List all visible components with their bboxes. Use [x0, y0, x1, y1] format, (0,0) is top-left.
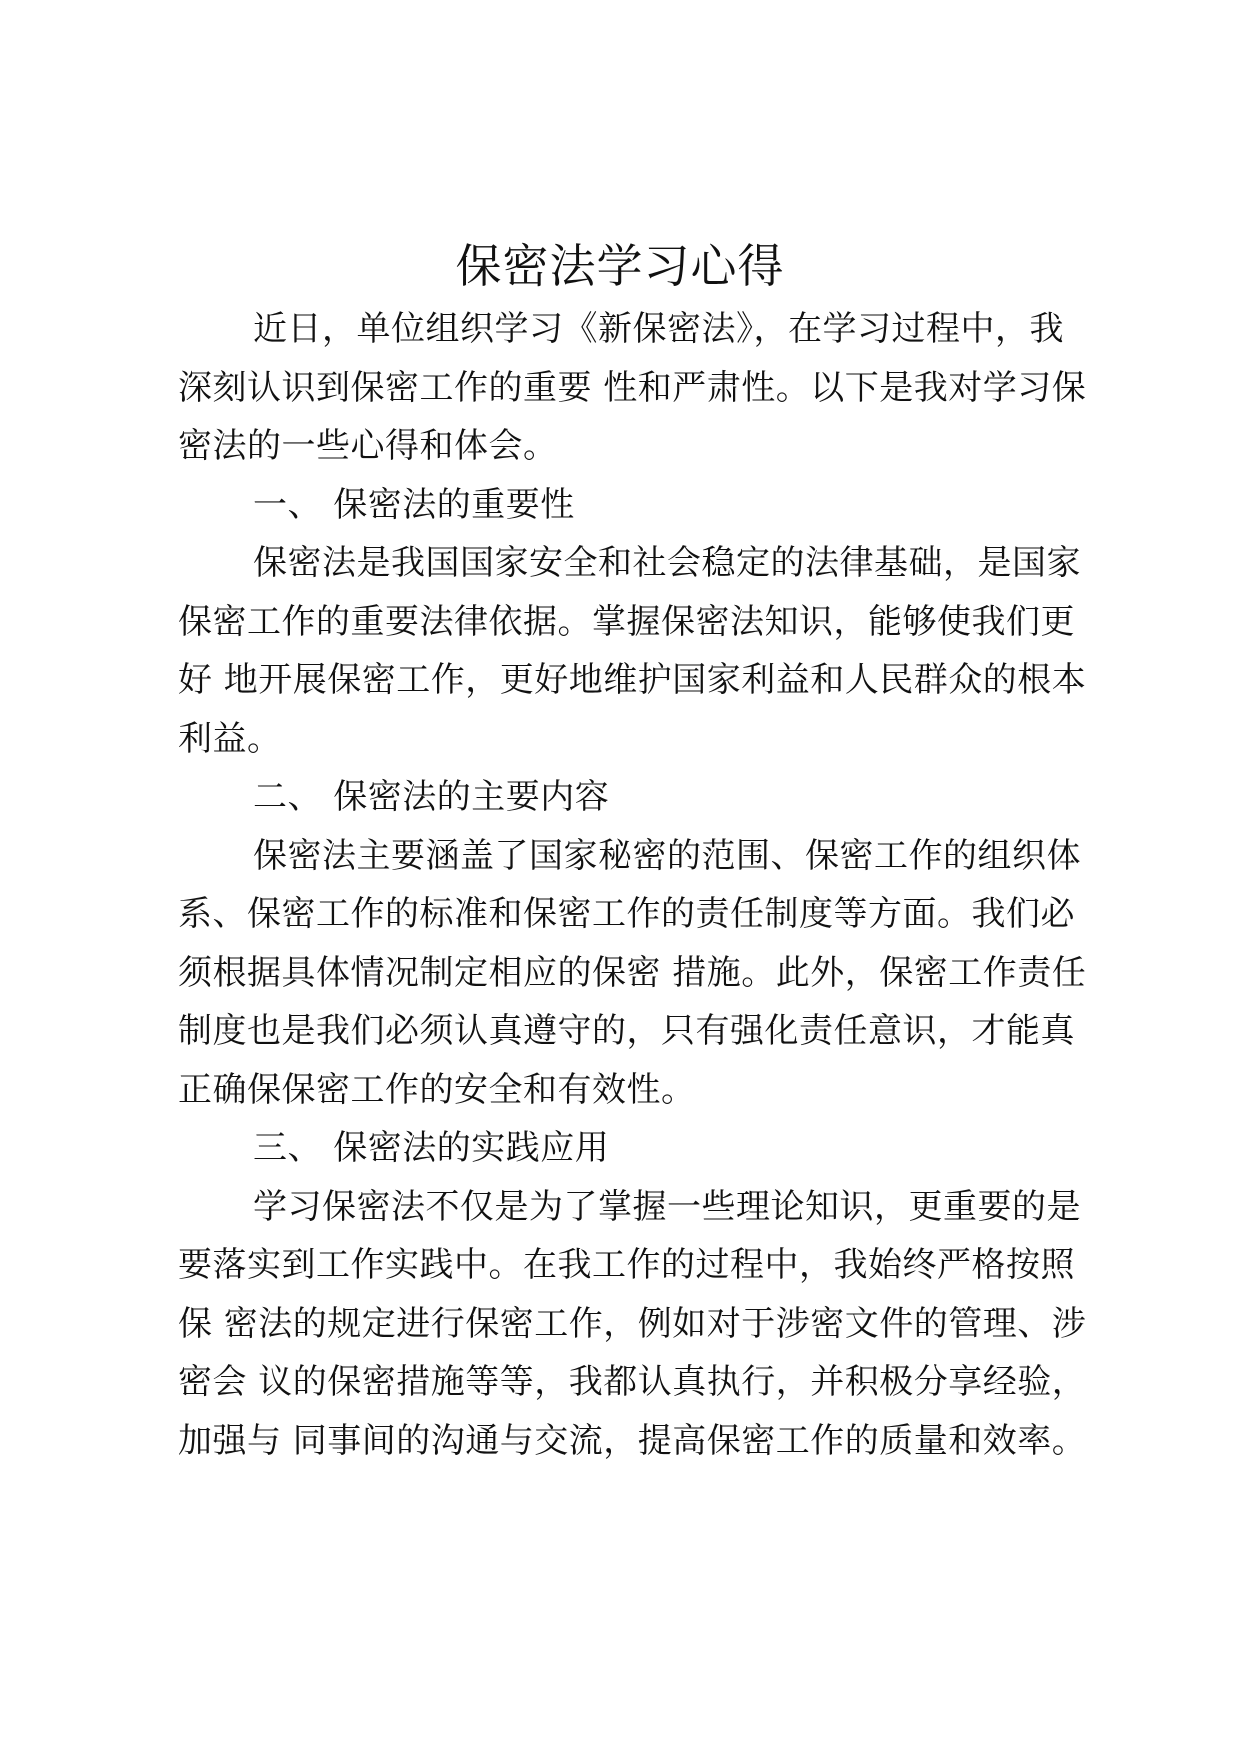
paragraph-line: 好 地开展保密工作，更好地维护国家利益和人民群众的根本	[178, 660, 1087, 700]
paragraph-line: 加强与 同事间的沟通与交流，提高保密工作的质量和效率。	[178, 1420, 1087, 1461]
paragraph-line: 须根据具体情况制定相应的保密 措施。此外，保密工作责任	[178, 952, 1087, 993]
section-heading: 三、 保密法的实践应用	[253, 1128, 610, 1168]
paragraph-line: 正确保保密工作的安全和有效性。	[178, 1069, 696, 1110]
paragraph-line: 近日，单位组织学习《新保密法》，在学习过程中，我	[253, 309, 1064, 349]
paragraph-line: 要落实到工作实践中。在我工作的过程中，我始终严格按照	[178, 1245, 1075, 1285]
document-title: 保密法学习心得	[455, 239, 785, 293]
paragraph-line: 学习保密法不仅是为了掌握一些理论知识，更重要的是	[253, 1186, 1081, 1227]
paragraph-line: 保 密法的规定进行保密工作，例如对于涉密文件的管理、涉	[178, 1303, 1087, 1344]
paragraph-line: 密法的一些心得和体会。	[178, 426, 558, 466]
paragraph-line: 保密法主要涵盖了国家秘密的范围、保密工作的组织体	[253, 835, 1081, 876]
paragraph-line: 保密工作的重要法律依据。掌握保密法知识，能够使我们更	[178, 601, 1075, 642]
paragraph-line: 利益。	[178, 718, 282, 759]
document-body	[178, 300, 1087, 1470]
paragraph-line: 系、保密工作的标准和保密工作的责任制度等方面。我们必	[178, 894, 1075, 934]
section-heading: 二、 保密法的主要内容	[253, 777, 610, 817]
paragraph-line: 密会 议的保密措施等等，我都认真执行，并积极分享经验，	[178, 1362, 1087, 1402]
paragraph-line: 深刻认识到保密工作的重要 性和严肃性。以下是我对学习保	[178, 367, 1087, 408]
paragraph-line: 制度也是我们必须认真遵守的，只有强化责任意识，才能真	[178, 1011, 1075, 1051]
section-heading: 一、 保密法的重要性	[253, 484, 575, 525]
paragraph-line: 保密法是我国国家安全和社会稳定的法律基础，是国家	[253, 543, 1081, 583]
